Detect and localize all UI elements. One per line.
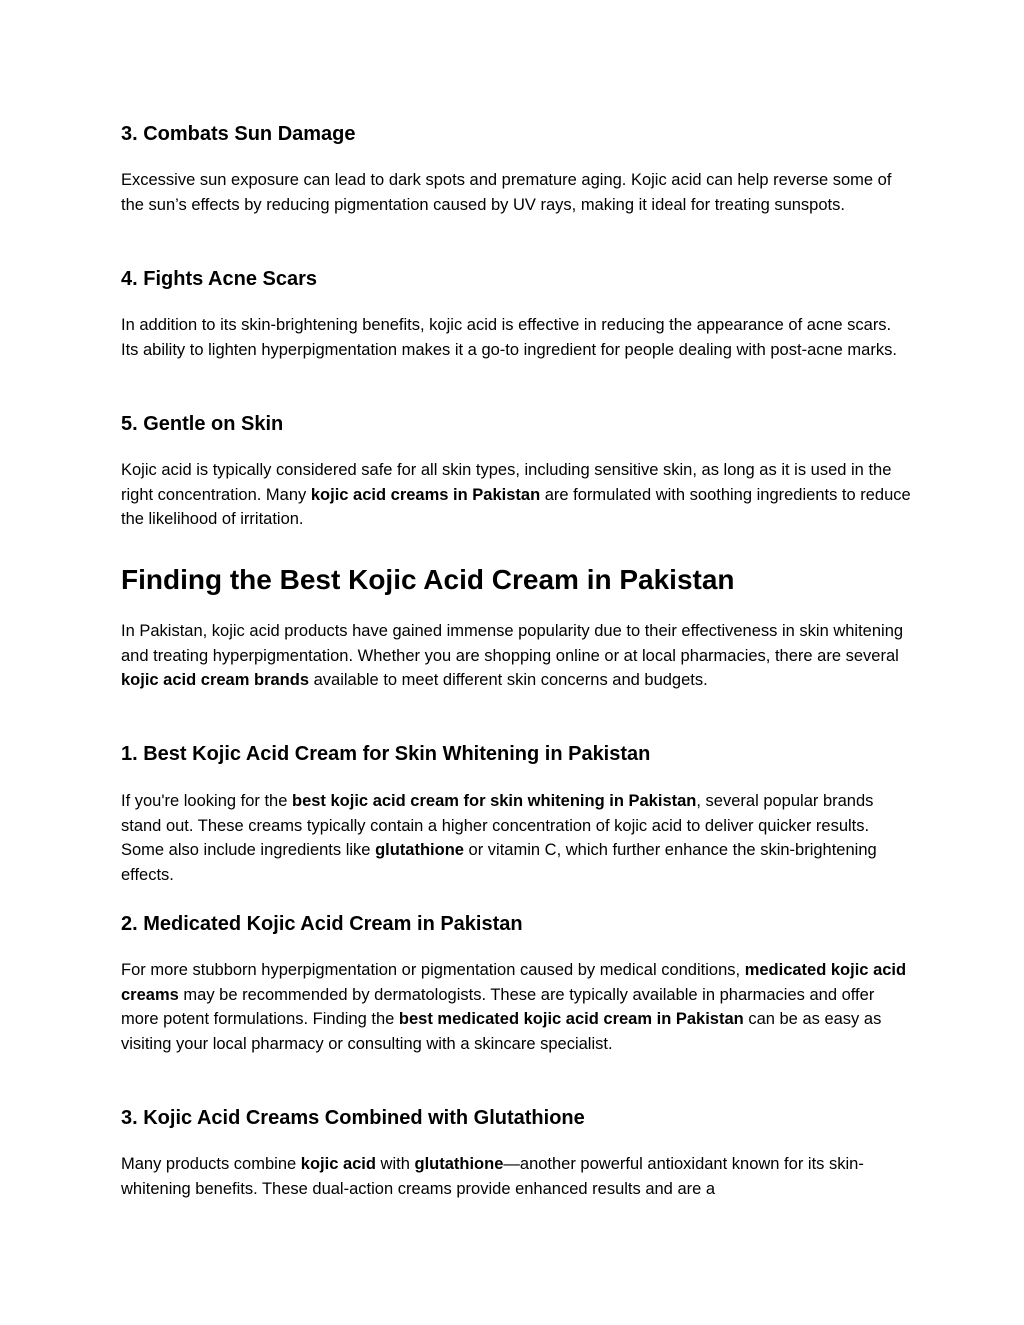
paragraph-sun-damage: Excessive sun exposure can lead to dark spots and premature aging. Kojic acid can help reverse some of the sun’s effects by reducing pigmentation caused by UV rays, making it ideal for treating sunspots.	[121, 171, 892, 214]
bold-phrase: kojic acid cream brands	[121, 671, 310, 689]
bold-phrase: best kojic acid cream for skin whitening in Pakistan	[292, 792, 697, 810]
bold-phrase: glutathione	[414, 1155, 504, 1173]
paragraph-glutathione-combo: Many products combine kojic acid with glutathione—another powerful antioxidant known for its skin-whitening benefits. These dual-action creams provide enhanced results and are a	[121, 1155, 864, 1198]
bold-phrase: medicated kojic acid creams	[121, 961, 907, 1004]
bold-phrase: best medicated kojic acid cream in Pakistan	[398, 1010, 744, 1028]
heading-fights-acne-scars: 4. Fights Acne Scars	[121, 268, 317, 290]
paragraph-gentle-on-skin: Kojic acid is typically considered safe for all skin types, including sensitive skin, as long as it is used in the right concentration. Many kojic acid creams in Pakistan are formulated with soothing ingredients to reduce the likelihood of irritation.	[121, 461, 911, 528]
heading-medicated-cream: 2. Medicated Kojic Acid Cream in Pakistan	[121, 913, 523, 935]
paragraph-best-cream-whitening: If you're looking for the best kojic acid cream for skin whitening in Pakistan, several popular brands stand out. These creams typically contain a higher concentration of kojic acid to deliver quicker results. Some also include ingredients like glutathione or vitamin C, which further enhance the skin-brightening effects.	[121, 792, 877, 884]
paragraph-acne-scars: In addition to its skin-brightening benefits, kojic acid is effective in reducing the appearance of acne scars. Its ability to lighten hyperpigmentation makes it a go-to ingredient for people dealing with post-acne marks.	[121, 316, 897, 359]
bold-phrase: kojic acid creams in Pakistan	[310, 485, 541, 504]
heading-gentle-on-skin: 5. Gentle on Skin	[121, 413, 284, 435]
section-title-finding-best-cream: Finding the Best Kojic Acid Cream in Pakistan	[121, 564, 735, 595]
heading-glutathione-combo: 3. Kojic Acid Creams Combined with Glutathione	[121, 1107, 585, 1129]
bold-phrase: kojic acid	[300, 1155, 376, 1173]
heading-combats-sun-damage: 3. Combats Sun Damage	[121, 123, 356, 145]
paragraph-intro-pakistan: In Pakistan, kojic acid products have gained immense popularity due to their effectiveness in skin whitening and treating hyperpigmentation. Whether you are shopping online or at local pharmacies, there are several kojic acid cream brands available to meet different skin concerns and budgets.	[121, 622, 904, 689]
paragraph-medicated-cream: For more stubborn hyperpigmentation or pigmentation caused by medical conditions, medicated kojic acid creams may be recommended by dermatologists. These are typically available in pharmacies and offer more potent formulations. Finding the best medicated kojic acid cream in Pakistan can be as easy as visiting your local pharmacy or consulting with a skincare specialist.	[121, 961, 907, 1053]
heading-best-cream-whitening: 1. Best Kojic Acid Cream for Skin Whitening in Pakistan	[121, 743, 651, 765]
bold-phrase: glutathione	[375, 841, 464, 859]
